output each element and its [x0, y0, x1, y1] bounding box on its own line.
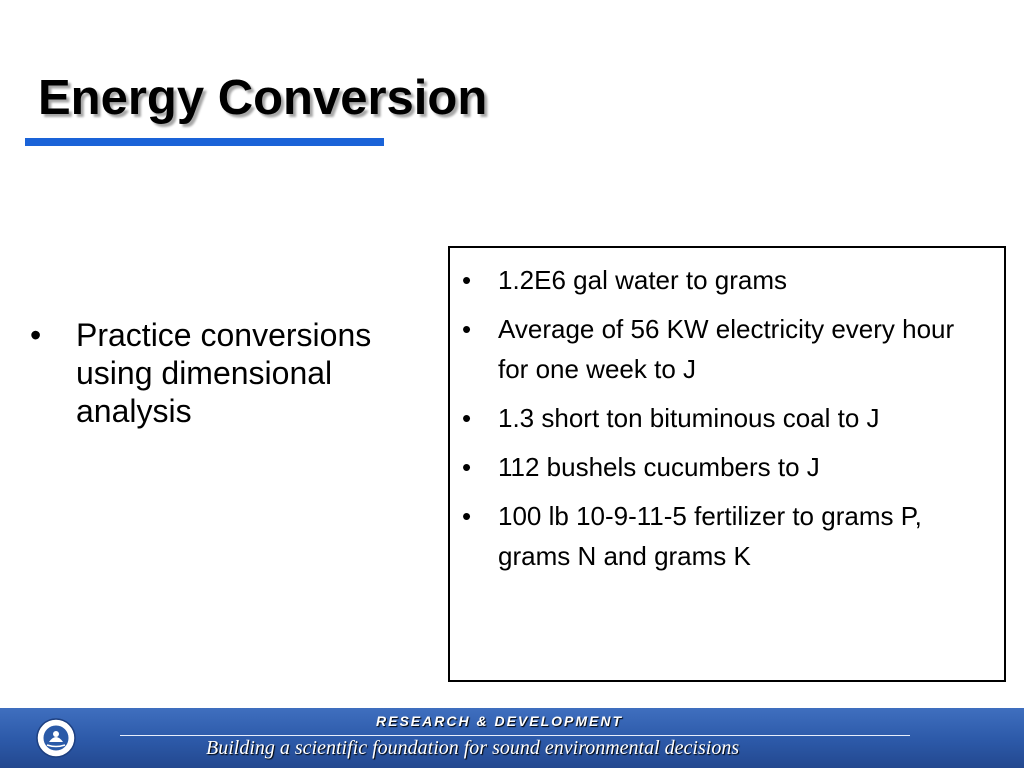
exercise-bullet-text: Average of 56 KW electricity every hour for one week to J [498, 314, 955, 384]
left-bullet-item [30, 316, 450, 430]
footer-divider [120, 735, 910, 736]
exercise-bullet-item [462, 260, 982, 300]
exercise-bullet-list [462, 260, 982, 585]
footer-tagline: Building a scientific foundation for sound environmental decisions [206, 737, 740, 759]
left-bullet-list [30, 316, 450, 430]
bullet-icon: • [462, 501, 472, 531]
bullet-icon: • [462, 314, 472, 344]
bullet-icon: • [462, 403, 472, 433]
epa-seal-icon [36, 718, 76, 758]
slide-title: Energy Conversion [38, 71, 488, 125]
exercise-bullet-text: 100 lb 10-9-11-5 fertilizer to grams P, grams N and grams K [498, 501, 922, 571]
bullet-icon: • [30, 317, 42, 353]
footer-banner [0, 708, 1024, 768]
exercise-bullet-text: 1.2E6 gal water to grams [498, 265, 788, 295]
exercise-bullet-item [462, 496, 982, 576]
footer-heading: RESEARCH & DEVELOPMENT [376, 713, 624, 729]
exercise-bullet-text: 1.3 short ton bituminous coal to J [498, 403, 880, 433]
exercise-bullet-item [462, 309, 982, 389]
exercise-bullet-item [462, 398, 982, 438]
bullet-icon: • [462, 452, 472, 482]
bullet-icon: • [462, 265, 472, 295]
title-underline [25, 138, 384, 146]
exercise-bullet-text: 112 bushels cucumbers to J [498, 452, 820, 482]
exercise-bullet-item [462, 447, 982, 487]
exercise-box [448, 246, 1006, 682]
left-bullet-text: Practice conversions using dimensional analysis [76, 317, 372, 429]
